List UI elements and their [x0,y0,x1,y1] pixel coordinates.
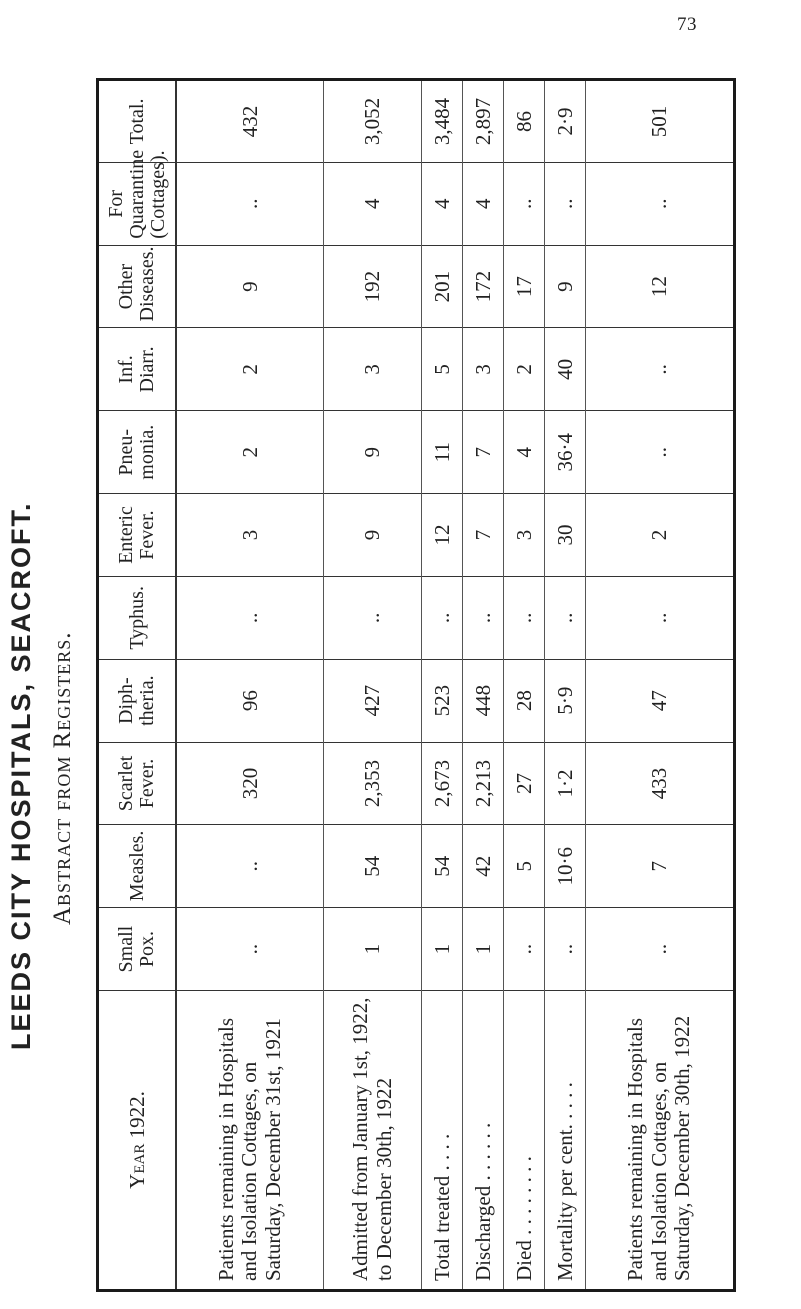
table-cell: 3 [176,494,324,577]
table-cell: 4 [422,162,463,245]
table-cell: 9 [545,245,586,328]
page-title: LEEDS CITY HOSPITALS, SEACROFT. [6,501,36,1050]
table-cell: 1 [422,908,463,991]
table-cell: 30 [545,494,586,577]
table-cell: .. [176,908,324,991]
table-cell: .. [176,162,324,245]
register-table [96,78,736,1292]
table-cell: .. [586,576,735,659]
col-header-typhus: Typhus. [98,576,177,659]
table-cell: 42 [463,825,504,908]
table-cell: .. [545,576,586,659]
col-header-diphtheria: Diph-theria. [98,659,177,742]
col-header-quarantine: For Quarantine (Cottages). [98,162,177,245]
table-cell: 12 [586,245,735,328]
col-header-measles: Measles. [98,825,177,908]
table-cell: 28 [504,659,545,742]
table-cell: .. [586,162,735,245]
table-row [422,80,463,1291]
table-cell: 3 [324,328,422,411]
table-cell: 2·9 [545,80,586,163]
col-header-scarlet-fever: Scarlet Fever. [98,742,177,825]
table-cell: 36·4 [545,411,586,494]
table-cell: 448 [463,659,504,742]
header-row [98,80,177,1291]
table-cell: .. [504,908,545,991]
table-cell: 501 [586,80,735,163]
table-cell: 54 [422,825,463,908]
table-row [463,80,504,1291]
table-cell: 96 [176,659,324,742]
table-cell: 201 [422,245,463,328]
table-row [504,80,545,1291]
row-label: Patients remaining in Hospitals and Isolation Cottages, on Saturday, December 31st, 1921 [176,991,324,1291]
table-cell: 2,673 [422,742,463,825]
table-cell: .. [586,328,735,411]
table-cell: 3 [463,328,504,411]
table-cell: .. [504,162,545,245]
table-cell: .. [586,411,735,494]
table-cell: 2 [176,328,324,411]
table-cell: 2,897 [463,80,504,163]
table-cell: 9 [324,411,422,494]
table-cell: 7 [586,825,735,908]
table-cell: 7 [463,494,504,577]
table-cell: 4 [324,162,422,245]
table-cell: 2,353 [324,742,422,825]
table-cell: 86 [504,80,545,163]
col-header-enteric-fever: Enteric Fever. [98,494,177,577]
row-label: Mortality per cent. . . . . [545,991,586,1291]
col-header-other-diseases: Other Diseases. [98,245,177,328]
table-cell: 11 [422,411,463,494]
row-label: Died . . . . . . . . [504,991,545,1291]
table-cell: 172 [463,245,504,328]
table-cell: 5 [422,328,463,411]
table-cell: 9 [176,245,324,328]
table-cell: 3,052 [324,80,422,163]
table-cell: 17 [504,245,545,328]
table-cell: 432 [176,80,324,163]
table-row [586,80,735,1291]
row-label: Total treated . . . . [422,991,463,1291]
table-cell: 192 [324,245,422,328]
table-cell: 10·6 [545,825,586,908]
table-cell: 4 [463,162,504,245]
table-cell: 3,484 [422,80,463,163]
register-table-container [96,78,736,1292]
table-cell: .. [422,576,463,659]
table-cell: 5 [504,825,545,908]
table-cell: 2,213 [463,742,504,825]
table-cell: .. [586,908,735,991]
table-cell: 7 [463,411,504,494]
table-cell: .. [504,576,545,659]
col-header-inf-diarr: Inf. Diarr. [98,328,177,411]
row-label: Patients remaining in Hospitals and Isolation Cottages, on Saturday, December 30th, 1922 [586,991,735,1291]
table-cell: 433 [586,742,735,825]
col-header-small-pox: Small Pox. [98,908,177,991]
table-cell: 9 [324,494,422,577]
table-cell: .. [545,908,586,991]
table-cell: 27 [504,742,545,825]
table-cell: 2 [504,328,545,411]
table-cell: 12 [422,494,463,577]
table-cell: .. [176,576,324,659]
table-cell: 5·9 [545,659,586,742]
table-cell: 523 [422,659,463,742]
table-cell: 47 [586,659,735,742]
col-header-total: Total. [98,80,177,163]
table-cell: 320 [176,742,324,825]
col-header-pneumonia: Pneu-monia. [98,411,177,494]
table-cell: .. [463,576,504,659]
table-cell: 1 [324,908,422,991]
table-cell: 427 [324,659,422,742]
table-cell: .. [545,162,586,245]
table-cell: .. [176,825,324,908]
col-header-year: Year 1922. [98,991,177,1291]
row-label: Admitted from January 1st, 1922, to December 30th, 1922 [324,991,422,1291]
table-cell: 40 [545,328,586,411]
table-cell: .. [324,576,422,659]
table-cell: 54 [324,825,422,908]
table-cell: 1·2 [545,742,586,825]
row-label: Discharged . . . . . . [463,991,504,1291]
table-row [324,80,422,1291]
table-row [176,80,324,1291]
table-row [545,80,586,1291]
table-cell: 2 [586,494,735,577]
page-subtitle: Abstract from Registers. [49,631,76,925]
table-cell: 1 [463,908,504,991]
table-cell: 4 [504,411,545,494]
table-cell: 2 [176,411,324,494]
page-number: 73 [677,14,697,35]
table-cell: 3 [504,494,545,577]
